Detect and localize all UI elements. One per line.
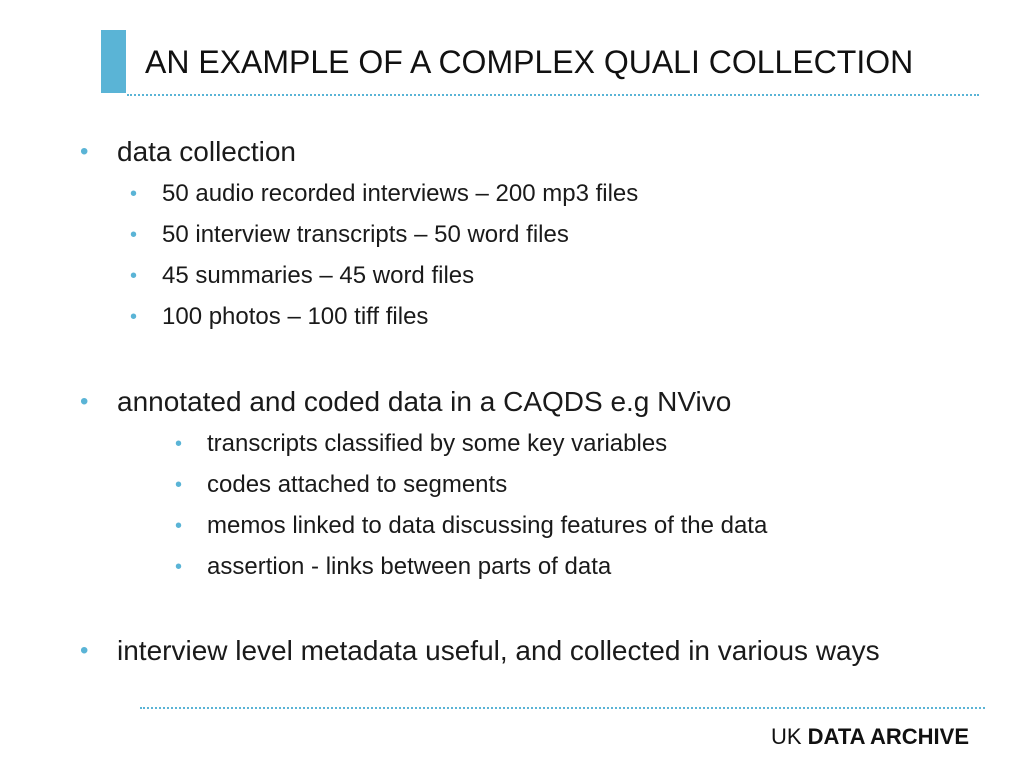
bullet-marker: • (130, 224, 138, 246)
footer-divider (140, 707, 985, 709)
sub-bullet-summaries (130, 261, 475, 291)
bullet-marker: • (175, 433, 183, 455)
bullet-marker: • (80, 138, 89, 165)
bullet-text: interview level metadata useful, and collected in various ways (117, 635, 880, 666)
bullet-marker: • (175, 515, 183, 537)
bullet-marker: • (130, 306, 138, 328)
footer-prefix: UK (770, 724, 802, 749)
bullet-text: transcripts classified by some key variables (207, 430, 668, 457)
bullet-metadata (80, 634, 880, 668)
bullet-data-collection (80, 135, 297, 169)
sub-bullet-assertion (175, 552, 612, 582)
sub-bullet-classified (175, 429, 668, 459)
bullet-text: 50 interview transcripts – 50 word files (162, 221, 569, 248)
sub-bullet-photos (130, 302, 429, 332)
footer-logo (771, 723, 969, 751)
bullet-text: memos linked to data discussing features of the data (207, 512, 768, 539)
bullet-marker: • (175, 556, 183, 578)
bullet-marker: • (80, 388, 89, 415)
bullet-text: assertion - links between parts of data (207, 553, 612, 580)
bullet-text: 45 summaries – 45 word files (162, 262, 475, 289)
bullet-text: 100 photos – 100 tiff files (162, 303, 429, 330)
footer-brand: DATA ARCHIVE (807, 724, 969, 749)
bullet-marker: • (130, 183, 138, 205)
bullet-text: codes attached to segments (207, 471, 508, 498)
sub-bullet-memos (175, 511, 768, 541)
bullet-text: data collection (117, 136, 297, 167)
slide-title: AN EXAMPLE OF A COMPLEX QUALI COLLECTION (145, 44, 914, 80)
bullet-text: 50 audio recorded interviews – 200 mp3 files (162, 180, 639, 207)
bullet-marker: • (130, 265, 138, 287)
bullet-marker: • (80, 637, 89, 664)
bullet-marker: • (175, 474, 183, 496)
sub-bullet-transcripts (130, 220, 569, 250)
sub-bullet-codes (175, 470, 508, 500)
sub-bullet-audio (130, 179, 639, 209)
bullet-text: annotated and coded data in a CAQDS e.g NVivo (117, 386, 732, 417)
bullet-annotated-data (80, 385, 732, 419)
